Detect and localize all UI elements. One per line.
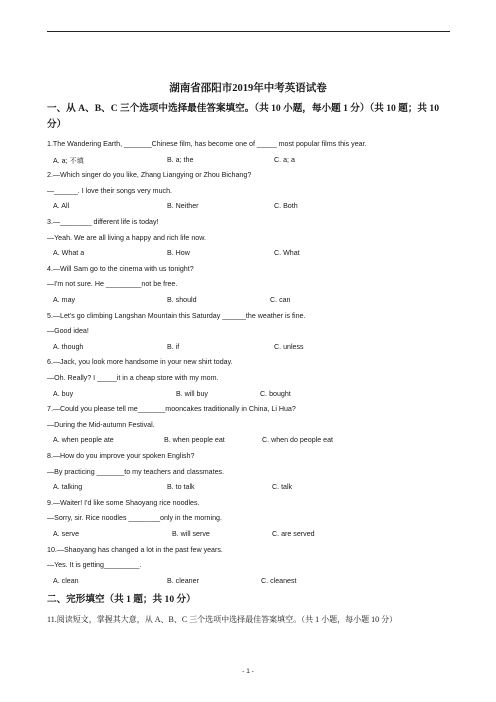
question-11-instruction: 11.阅读短文，掌握其大意，从 A、B、C 三个选项中选择最佳答案填空。（共 1 小题，每小题 10 分） bbox=[47, 615, 398, 624]
question-4-option-c: C. can bbox=[270, 296, 291, 304]
question-5-line: 5.—Let's go climbing Langshan Mountain this Saturday ______the weather is fine. bbox=[47, 311, 306, 320]
question-3-option-b: B. How bbox=[167, 249, 190, 258]
question-3-line: —Yeah. We are all living a happy and rich life now. bbox=[47, 233, 206, 242]
question-4-line: 4.—Will Sam go to the cinema with us tonight? bbox=[47, 264, 194, 273]
question-5-option-a: A. though bbox=[53, 342, 84, 351]
page-number: - 1 - bbox=[242, 668, 254, 675]
section-1-heading: 一、从 A、B、C 三个选项中选择最佳答案填空。（共 10 小题，每小题 1 分）（共 10 题；共 10 分） bbox=[47, 103, 440, 130]
question-8-line: —By practicing _______to my teachers and classmates. bbox=[47, 467, 225, 476]
question-2-option-a: A. All bbox=[53, 202, 70, 211]
question-6-option-a: A. buy bbox=[53, 389, 74, 398]
question-7-line: 7.—Could you please tell me_______mooncakes traditionally in China, Li Hua? bbox=[47, 405, 296, 414]
question-10-line: —Yes. It is getting_________. bbox=[47, 561, 142, 570]
question-9-line: —Sorry, sir. Rice noodles ________only in the morning. bbox=[47, 514, 222, 523]
question-9-option-a: A. serve bbox=[53, 530, 80, 538]
question-6-line: —Oh. Really? I _____it in a cheap store with my mom. bbox=[47, 374, 219, 382]
question-1-line: 1.The Wandering Earth, _______Chinese film, has become one of _____ most popular films this year. bbox=[47, 140, 367, 148]
header-rule bbox=[47, 31, 450, 32]
question-7-option-a: A. when people ate bbox=[53, 436, 114, 445]
question-10-option-c: C. cleanest bbox=[261, 576, 297, 585]
question-2-option-b: B. Neither bbox=[167, 202, 199, 211]
question-9-line: 9.—Waiter! I'd like some Shaoyang rice noodles. bbox=[47, 498, 200, 507]
question-2-line: 2.—Which singer do you like, Zhang Liangying or Zhou Bichang? bbox=[47, 171, 252, 180]
question-7-option-b: B. when people eat bbox=[164, 436, 225, 445]
question-6-option-c: C. bought bbox=[260, 389, 291, 398]
question-8-option-a: A. talking bbox=[53, 483, 83, 492]
question-4-option-a: A. may bbox=[53, 296, 76, 304]
question-3-option-c: C. What bbox=[274, 249, 300, 258]
question-8-line: 8.—How do you improve your spoken English? bbox=[47, 452, 195, 460]
question-5-option-c: C. unless bbox=[274, 342, 304, 351]
page-title: 湖南省邵阳市2019年中考英语试卷 bbox=[169, 83, 327, 94]
question-1-option-c: C. a; a bbox=[274, 155, 295, 164]
question-6-option-b: B. will buy bbox=[176, 389, 208, 398]
question-10-option-a: A. clean bbox=[53, 576, 79, 585]
question-8-option-c: C. talk bbox=[272, 483, 293, 492]
question-4-line: —I'm not sure. He _________not be free. bbox=[47, 280, 178, 289]
question-7-option-c: C. when do people eat bbox=[262, 436, 333, 445]
question-1-option-a: A. a; 不填 bbox=[53, 156, 84, 165]
section-2-heading: 二、完形填空（共 1 题；共 10 分） bbox=[47, 594, 196, 605]
question-1-option-b: B. a; the bbox=[167, 155, 194, 164]
question-2-option-c: C. Both bbox=[274, 202, 298, 211]
question-10-line: 10.—Shaoyang has changed a lot in the past few years. bbox=[47, 545, 223, 554]
question-3-option-a: A. What a bbox=[53, 249, 85, 258]
question-5-option-b: B. if bbox=[167, 342, 180, 351]
question-2-line: —______. I love their songs very much. bbox=[47, 186, 172, 195]
question-6-line: 6.—Jack, you look more handsome in your new shirt today. bbox=[47, 358, 233, 367]
question-3-line: 3.—________ different life is today! bbox=[47, 218, 159, 226]
question-4-option-b: B. should bbox=[167, 296, 197, 304]
question-10-option-b: B. cleaner bbox=[167, 576, 199, 585]
question-7-line: —During the Mid-autumn Festival. bbox=[47, 420, 155, 429]
question-9-option-b: B. will serve bbox=[172, 530, 210, 538]
question-5-line: —Good idea! bbox=[47, 327, 89, 336]
question-9-option-c: C. are served bbox=[272, 530, 315, 538]
question-8-option-b: B. to talk bbox=[167, 483, 195, 492]
